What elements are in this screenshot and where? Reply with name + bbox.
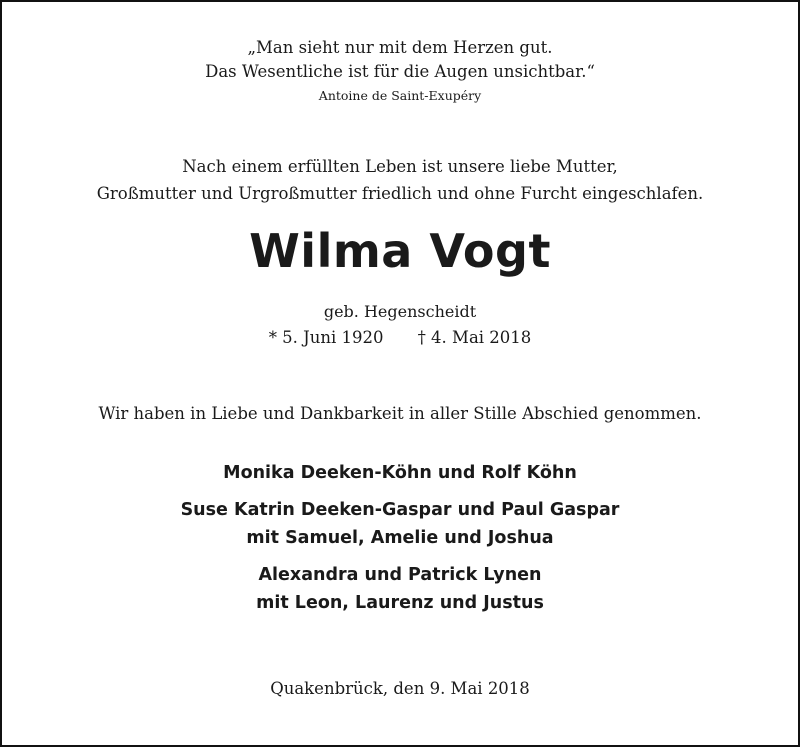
intro-line-2: Großmutter und Urgroßmutter friedlich und ohne Furcht eingeschlafen. bbox=[96, 184, 704, 203]
place-and-date: Quakenbrück, den 9. Mai 2018 bbox=[270, 679, 530, 698]
quote-line-1: „Man sieht nur mit dem Herzen gut. bbox=[247, 38, 553, 57]
mourner-line: Alexandra und Patrick Lynen bbox=[258, 565, 542, 585]
deceased-name: Wilma Vogt bbox=[249, 224, 551, 278]
death-date: † 4. Mai 2018 bbox=[417, 328, 532, 347]
intro-line-1: Nach einem erfüllten Leben ist unsere liebe Mutter, bbox=[182, 157, 618, 176]
mourner-line: Monika Deeken-Köhn und Rolf Köhn bbox=[223, 463, 577, 483]
mourner-line: mit Samuel, Amelie und Joshua bbox=[246, 528, 554, 548]
mourner-line: Suse Katrin Deeken-Gaspar und Paul Gaspar bbox=[180, 500, 620, 520]
life-dates bbox=[0, 328, 800, 347]
mourner-line: mit Leon, Laurenz und Justus bbox=[256, 593, 544, 613]
farewell-text: Wir haben in Liebe und Dankbarkeit in aller Stille Abschied genommen. bbox=[98, 404, 702, 423]
quote-author: Antoine de Saint-Exupéry bbox=[318, 88, 482, 103]
birth-date: * 5. Juni 1920 bbox=[268, 328, 384, 347]
birth-name: geb. Hegenscheidt bbox=[323, 302, 477, 321]
quote-line-2: Das Wesentliche ist für die Augen unsichtbar.“ bbox=[205, 62, 595, 81]
